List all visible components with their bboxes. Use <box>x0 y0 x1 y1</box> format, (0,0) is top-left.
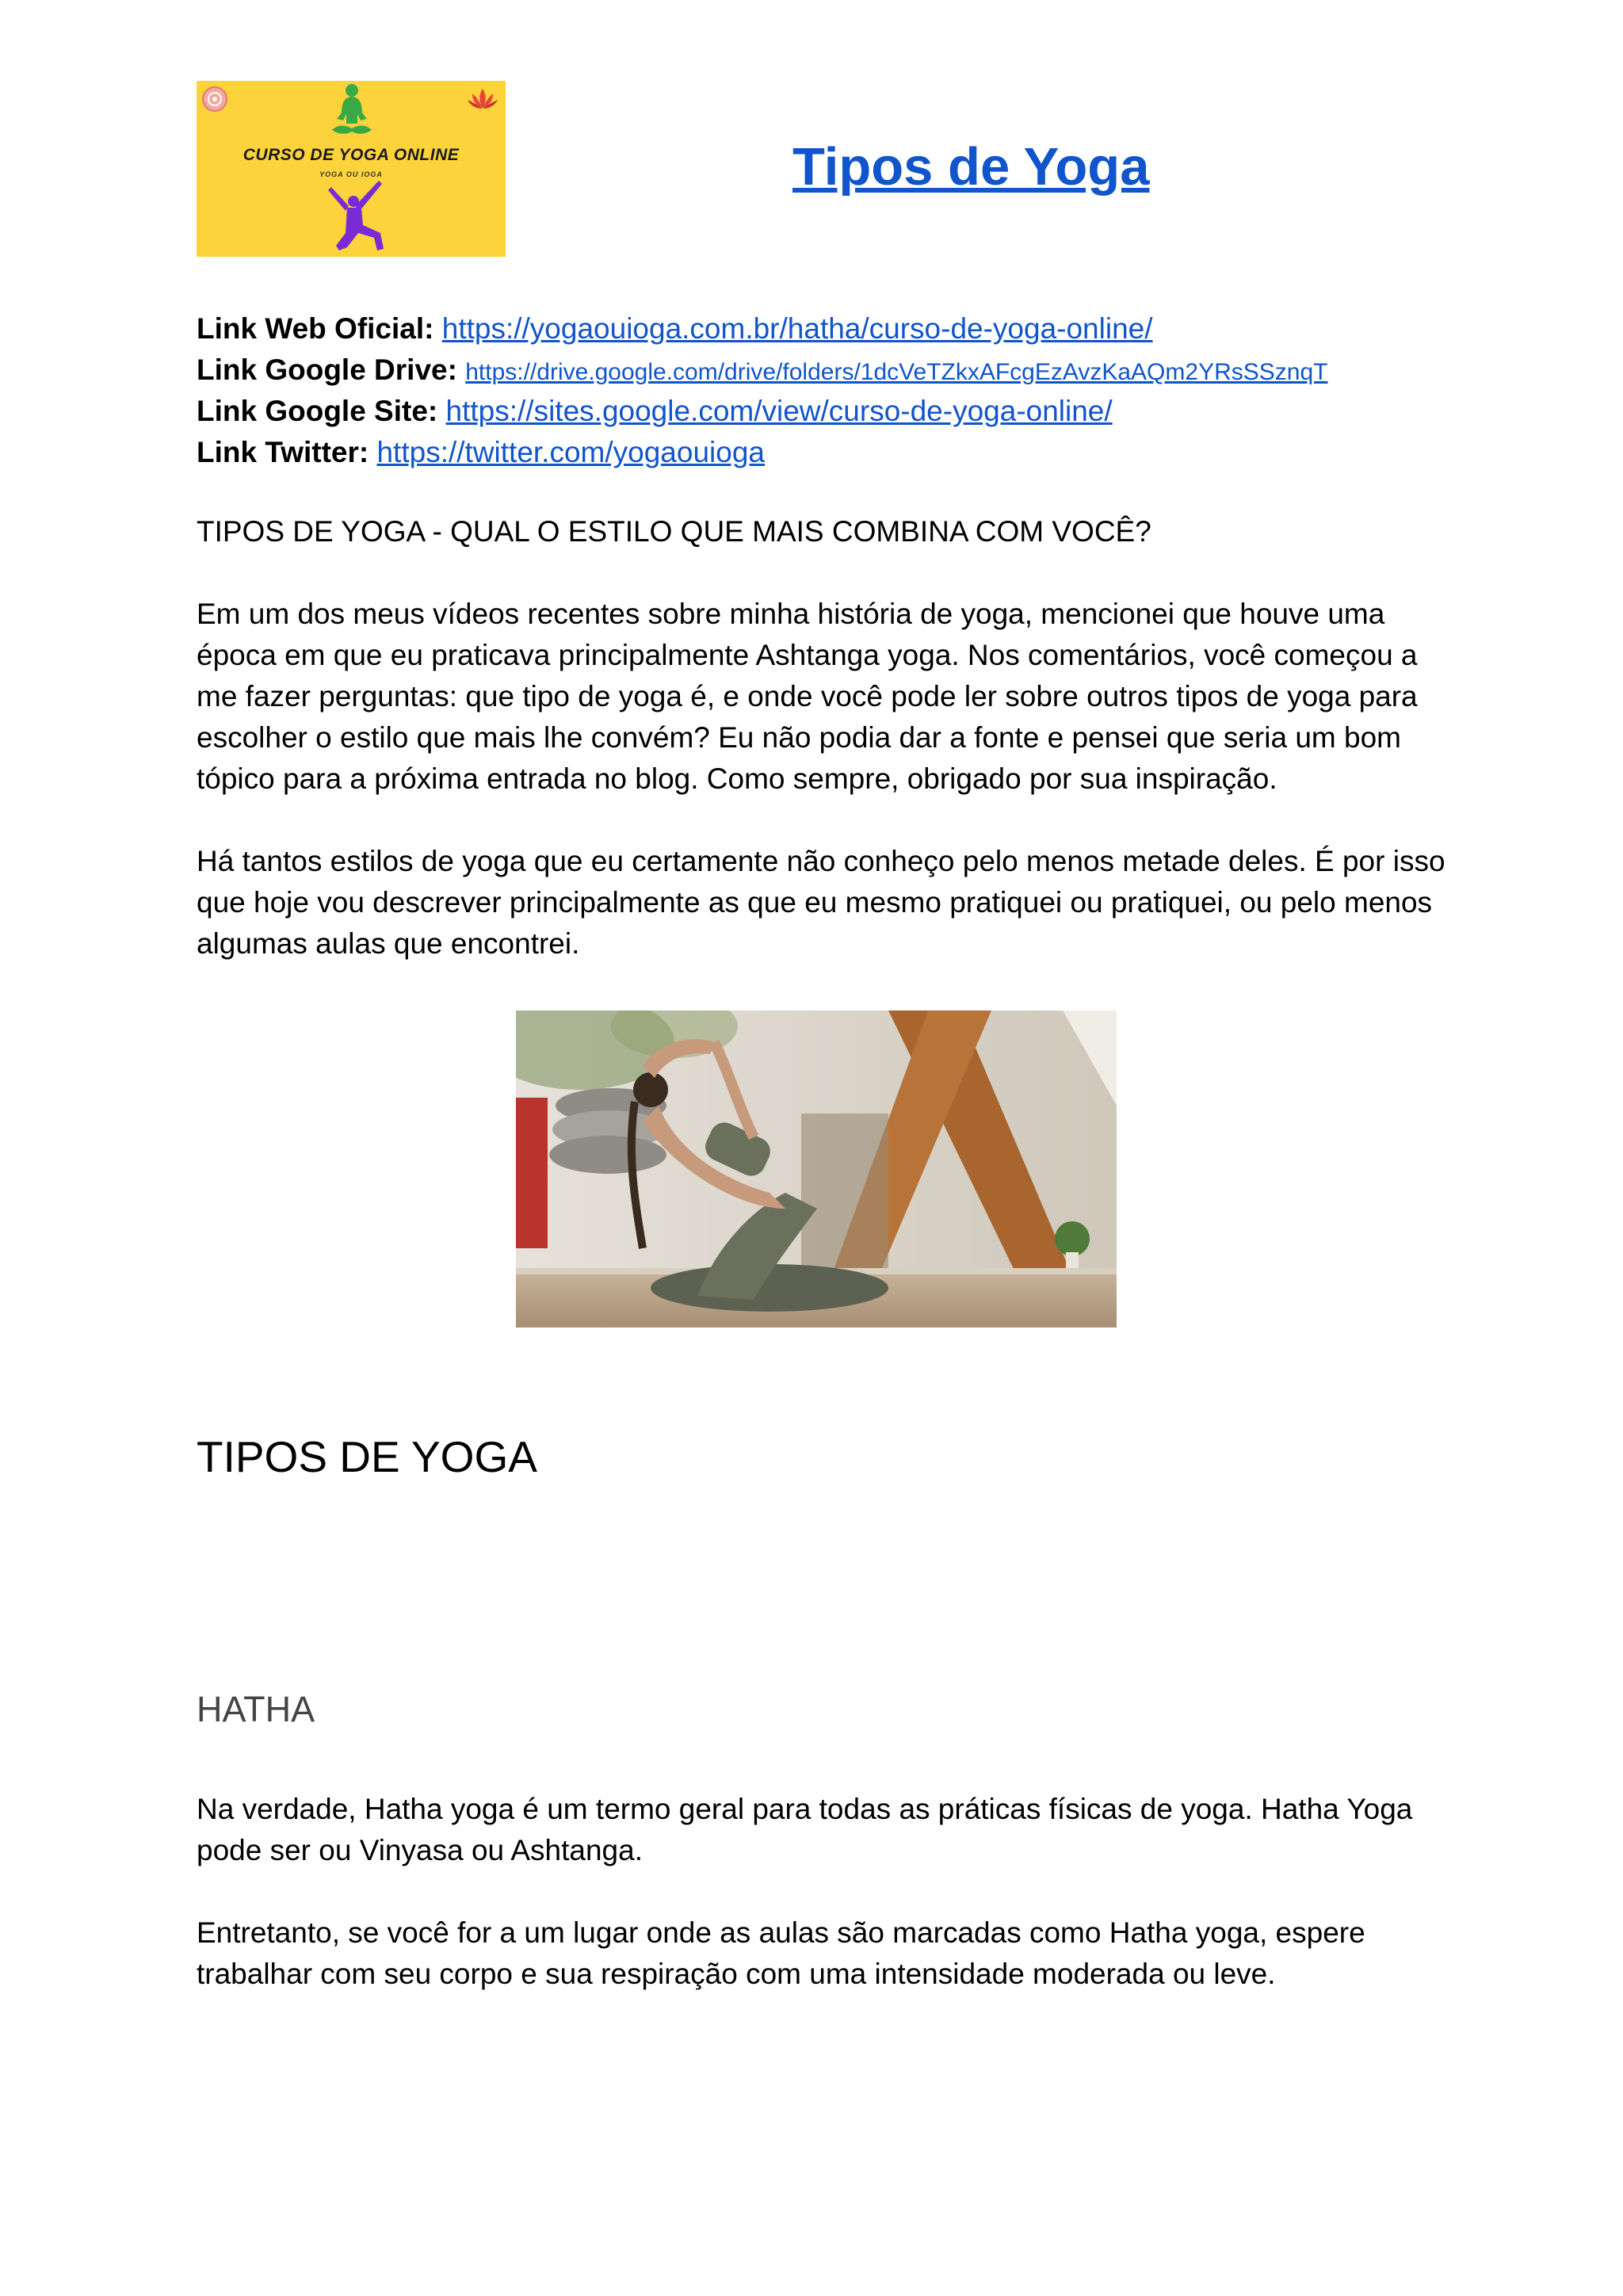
link-url[interactable]: https://twitter.com/yogaouioga <box>376 436 765 468</box>
logo-title: CURSO DE YOGA ONLINE <box>242 146 460 164</box>
links-list <box>197 308 1433 473</box>
warrior-pose-figure-icon <box>315 178 395 254</box>
link-label: Link Google Site: <box>197 395 438 427</box>
link-label: Link Twitter: <box>197 436 369 468</box>
mandala-icon <box>201 86 228 113</box>
link-google-drive <box>197 350 1433 391</box>
yoga-photo <box>516 1010 1117 1328</box>
link-twitter <box>197 432 1433 473</box>
link-url[interactable]: https://yogaouioga.com.br/hatha/curso-de-yoga-online/ <box>441 312 1153 345</box>
section-heading: TIPOS DE YOGA <box>197 1432 537 1481</box>
logo-subtitle: YOGA OU IOGA <box>319 170 383 178</box>
paragraph: Em um dos meus vídeos recentes sobre minha história de yoga, mencionei que houve uma época em que eu praticava principalmente Ashtanga yoga. Nos comentários, você começou a me fazer perguntas: que tipo de yoga é, e onde você pode ler sobre outros tipos de yoga para escolher o estilo que mais lhe convém? Eu não podia dar a fonte e pensei que seria um bom tópico para a próxima entrada no blog. Como sempre, obrigado por sua inspiração. <box>197 598 1418 795</box>
link-url[interactable]: https://sites.google.com/view/curso-de-yoga-online/ <box>445 395 1113 427</box>
link-label: Link Web Oficial: <box>197 312 434 345</box>
page-title[interactable]: Tipos de Yoga <box>792 137 1150 197</box>
paragraph: Há tantos estilos de yoga que eu certamente não conheço pelo menos metade deles. É por isso que hoje vou descrever principalmente as que eu mesmo pratiquei ou pratiquei, ou pelo menos algumas aulas que encontrei. <box>197 845 1445 960</box>
link-url[interactable]: https://drive.google.com/drive/folders/1dcVeTZkxAFcgEzAvzKaAQm2YRsSSznqT <box>465 359 1328 385</box>
link-label: Link Google Drive: <box>197 353 457 386</box>
intro-heading: TIPOS DE YOGA - QUAL O ESTILO QUE MAIS COMBINA COM VOCÊ? <box>197 515 1151 548</box>
link-google-site <box>197 391 1433 432</box>
paragraph: Na verdade, Hatha yoga é um termo geral para todas as práticas físicas de yoga. Hatha Yoga pode ser ou Vinyasa ou Ashtanga. <box>197 1793 1413 1866</box>
subsection-heading: HATHA <box>197 1689 315 1729</box>
course-logo <box>197 81 506 257</box>
lotus-icon <box>466 87 499 111</box>
link-web-oficial <box>197 308 1433 350</box>
paragraph: Entretanto, se você for a um lugar onde as aulas são marcadas como Hatha yoga, espere trabalhar com seu corpo e sua respiração com uma intensidade moderada ou leve. <box>197 1916 1365 1990</box>
meditation-figure-icon <box>327 82 376 139</box>
